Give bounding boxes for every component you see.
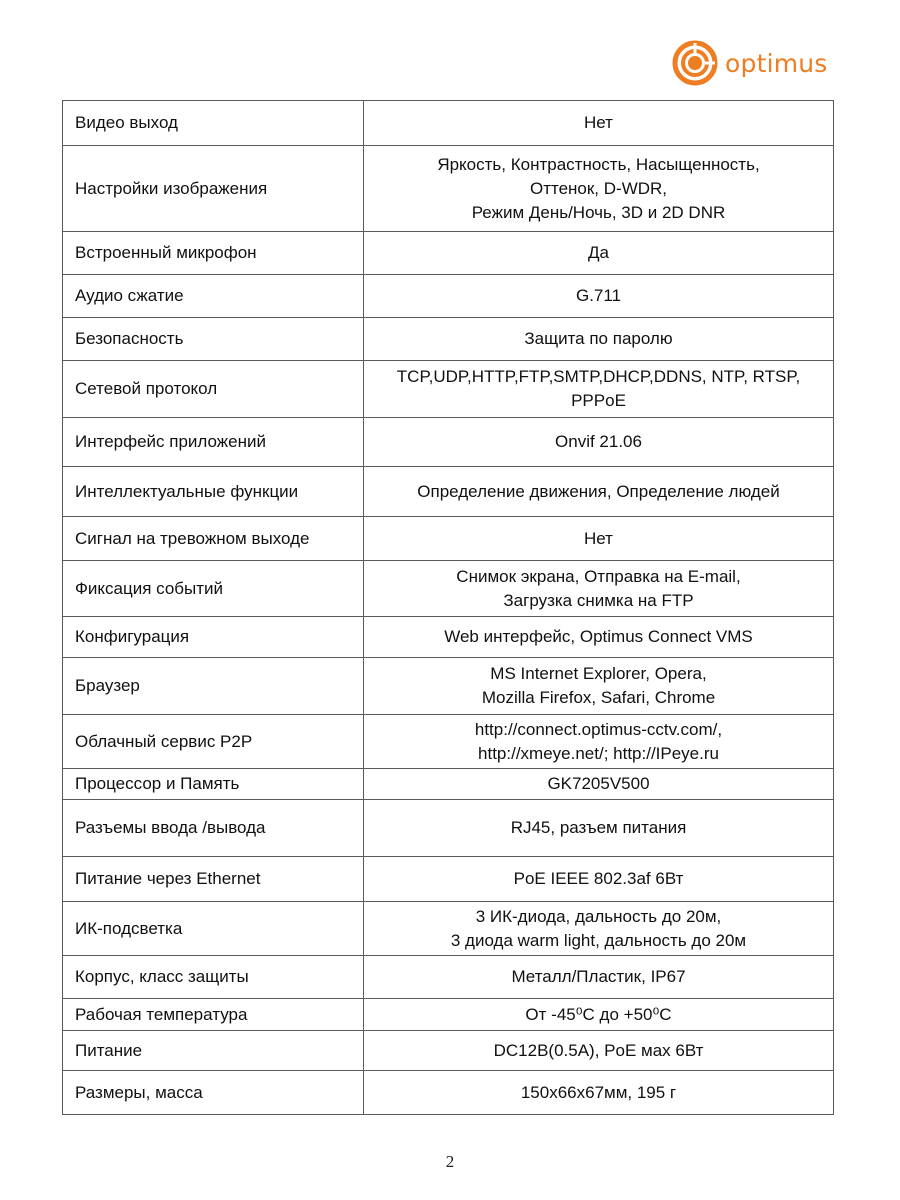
spec-value: Определение движения, Определение людей bbox=[364, 467, 834, 517]
table-row bbox=[63, 800, 834, 857]
spec-value: От -45⁰С до +50⁰С bbox=[364, 999, 834, 1031]
page-number: 2 bbox=[445, 1152, 455, 1171]
table-row bbox=[63, 999, 834, 1031]
spec-label: Сигнал на тревожном выходе bbox=[63, 517, 364, 561]
spec-value: G.711 bbox=[364, 275, 834, 318]
spec-value: Web интерфейс, Optimus Connect VMS bbox=[364, 617, 834, 658]
spec-value: Да bbox=[364, 232, 834, 275]
specifications-table bbox=[62, 100, 834, 1115]
brand-name: optimus bbox=[725, 48, 828, 78]
table-row bbox=[63, 517, 834, 561]
spec-label: Настройки изображения bbox=[63, 146, 364, 232]
table-row bbox=[63, 617, 834, 658]
spec-label: Безопасность bbox=[63, 318, 364, 361]
spec-value: TCP,UDP,HTTP,FTP,SMTP,DHCP,DDNS, NTP, RTSP, PPPoE bbox=[364, 361, 834, 418]
spec-value: Яркость, Контрастность, Насыщенность, Оттенок, D-WDR, Режим День/Ночь, 3D и 2D DNR bbox=[364, 146, 834, 232]
table-row bbox=[63, 857, 834, 902]
table-row bbox=[63, 232, 834, 275]
spec-label: Фиксация событий bbox=[63, 561, 364, 617]
spec-label: Рабочая температура bbox=[63, 999, 364, 1031]
table-row bbox=[63, 275, 834, 318]
table-row bbox=[63, 561, 834, 617]
spec-label: Разъемы ввода /вывода bbox=[63, 800, 364, 857]
spec-label: Сетевой протокол bbox=[63, 361, 364, 418]
table-row bbox=[63, 1031, 834, 1071]
spec-label: Интерфейс приложений bbox=[63, 418, 364, 467]
table-row bbox=[63, 956, 834, 999]
table-row bbox=[63, 715, 834, 769]
spec-label: Процессор и Память bbox=[63, 769, 364, 800]
table-row bbox=[63, 101, 834, 146]
spec-label: ИК-подсветка bbox=[63, 902, 364, 956]
spec-label: Видео выход bbox=[63, 101, 364, 146]
spec-label: Аудио сжатие bbox=[63, 275, 364, 318]
spec-value: 3 ИК-диода, дальность до 20м, 3 диода warm light, дальность до 20м bbox=[364, 902, 834, 956]
table-row bbox=[63, 418, 834, 467]
spec-label: Питание bbox=[63, 1031, 364, 1071]
table-row bbox=[63, 467, 834, 517]
table-row bbox=[63, 318, 834, 361]
spec-value: Нет bbox=[364, 517, 834, 561]
table-row bbox=[63, 658, 834, 715]
brand-logo bbox=[672, 40, 828, 86]
spec-value: RJ45, разъем питания bbox=[364, 800, 834, 857]
table-row bbox=[63, 902, 834, 956]
spec-label: Браузер bbox=[63, 658, 364, 715]
spec-value: Защита по паролю bbox=[364, 318, 834, 361]
spec-value: Нет bbox=[364, 101, 834, 146]
spec-value: DC12В(0.5А), PoE мах 6Вт bbox=[364, 1031, 834, 1071]
table-row bbox=[63, 361, 834, 418]
spec-label: Облачный сервис P2P bbox=[63, 715, 364, 769]
table-row bbox=[63, 146, 834, 232]
spec-value: MS Internet Explorer, Opera, Mozilla Firefox, Safari, Chrome bbox=[364, 658, 834, 715]
spec-value: Onvif 21.06 bbox=[364, 418, 834, 467]
optimus-logo-icon bbox=[672, 40, 718, 86]
table-row bbox=[63, 1071, 834, 1115]
spec-label: Конфигурация bbox=[63, 617, 364, 658]
spec-value: Металл/Пластик, IP67 bbox=[364, 956, 834, 999]
spec-label: Корпус, класс защиты bbox=[63, 956, 364, 999]
spec-value: PoE IEEE 802.3af 6Вт bbox=[364, 857, 834, 902]
spec-label: Размеры, масса bbox=[63, 1071, 364, 1115]
spec-label: Интеллектуальные функции bbox=[63, 467, 364, 517]
spec-label: Встроенный микрофон bbox=[63, 232, 364, 275]
spec-value: Снимок экрана, Отправка на E-mail, Загрузка снимка на FTP bbox=[364, 561, 834, 617]
spec-label: Питание через Ethernet bbox=[63, 857, 364, 902]
spec-value: 150х66х67мм, 195 г bbox=[364, 1071, 834, 1115]
spec-value: GK7205V500 bbox=[364, 769, 834, 800]
spec-value: http://connect.optimus-cctv.com/, http://xmeye.net/; http://IPeye.ru bbox=[364, 715, 834, 769]
table-row bbox=[63, 769, 834, 800]
